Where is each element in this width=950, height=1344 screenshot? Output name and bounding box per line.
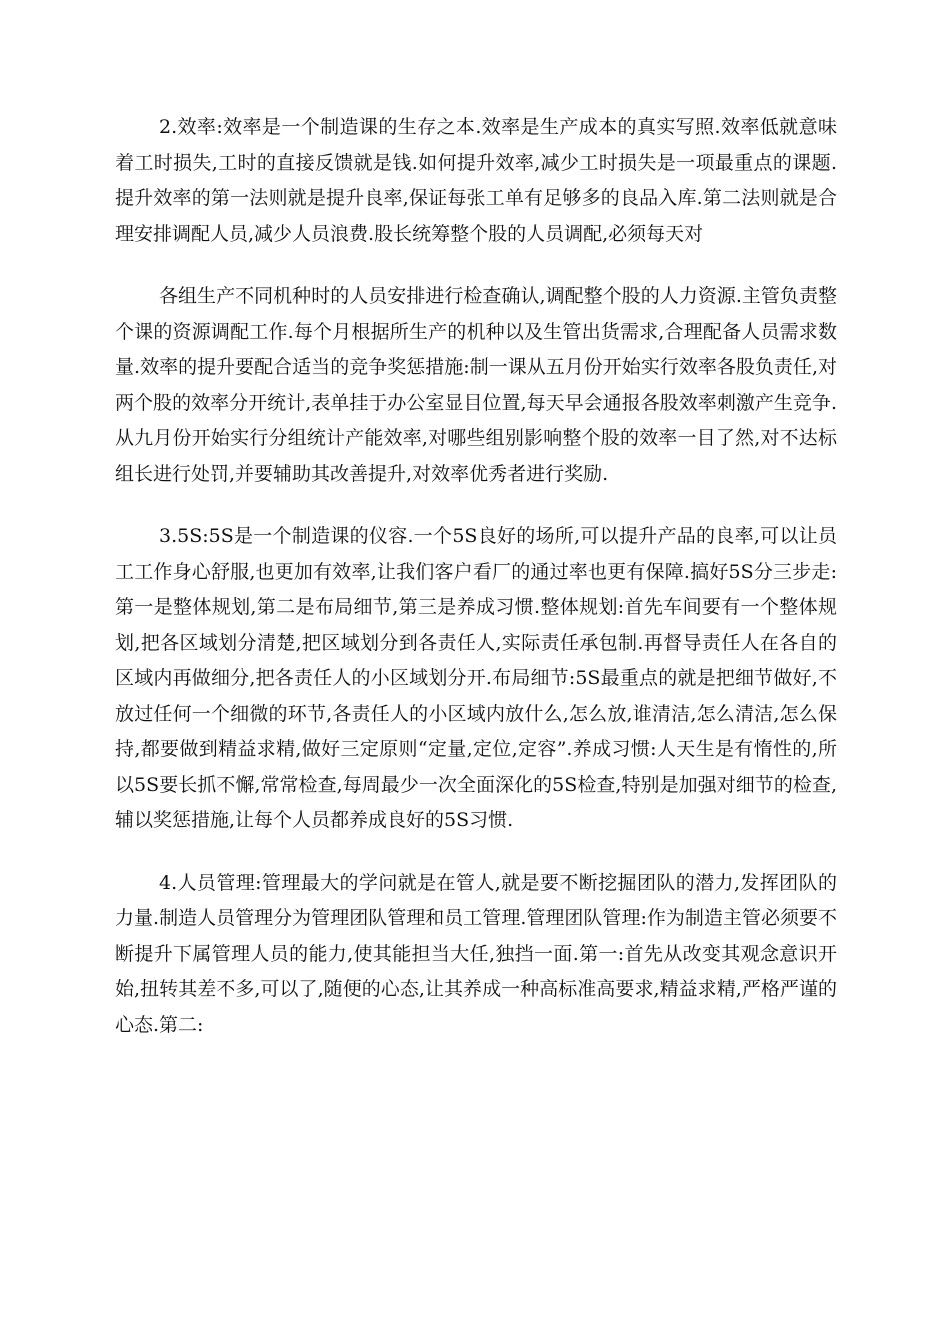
paragraph-gap (115, 492, 837, 519)
paragraph-gap (115, 839, 837, 866)
paragraph-efficiency: 2.效率:效率是一个制造课的生存之本.效率是生产成本的真实写照.效率低就意味着工时损失,工时的直接反馈就是钱.如何提升效率,减少工时损失是一项最重点的课题.提升效率的第一法则就是提升良率,保证每张工单有足够多的良品入库.第二法则就是合理安排调配人员,减少人员浪费.股长统筹整个股的人员调配,必须每天对 (115, 116, 837, 245)
paragraph-personnel-management: 4.人员管理:管理最大的学问就是在管人,就是要不断挖掘团队的潜力,发挥团队的力量.制造人员管理分为管理团队管理和员工管理.管理团队管理:作为制造主管必须要不断提升下属管理人员的能力,使其能担当大任,独挡一面.第一:首先从改变其观念意识开始,扭转其差不多,可以了,随便的心态,让其养成一种高标准高要求,精益求精,严格严谨的心态.第二: (115, 871, 837, 1036)
document-body (115, 110, 837, 1043)
paragraph-5s: 3.5S:5S是一个制造课的仪容.一个5S良好的场所,可以提升产品的良率,可以让员工工作身心舒服,也更加有效率,让我们客户看厂的通过率也更有保障.搞好5S分三步走:第一是整体规划,第二是布局细节,第三是养成习惯.整体规划:首先车间要有一个整体规划,把各区域划分清楚,把区域划分到各责任人,实际责任承包制.再督导责任人在各自的区域内再做细分,把各责任人的小区域划分开.布局细节:5S最重点的就是把细节做好,不放过任何一个细微的环节,各责任人的小区域内放什么,怎么放,谁清洁,怎么清洁,怎么保持,都要做到精益求精,做好三定原则“定量,定位,定容”.养成习惯:人天生是有惰性的,所以5S要长抓不懈,常常检查,每周最少一次全面深化的5S检查,特别是加强对细节的检查,辅以奖惩措施,让每个人员都养成良好的5S习惯. (115, 525, 837, 831)
paragraph-gap (115, 252, 837, 279)
paragraph-resource-allocation: 各组生产不同机种时的人员安排进行检查确认,调配整个股的人力资源.主管负责整个课的资源调配工作.每个月根据所生产的机种以及生管出货需求,合理配备人员需求数量.效率的提升要配合适当的竞争奖惩措施:制一课从五月份开始实行效率各股负责任,对两个股的效率分开统计,表单挂于办公室显目位置,每天早会通报各股效率刺激产生竞争.从九月份开始实行分组统计产能效率,对哪些组别影响整个股的效率一目了然,对不达标组长进行处罚,并要辅助其改善提升,对效率优秀者进行奖励. (115, 285, 837, 485)
